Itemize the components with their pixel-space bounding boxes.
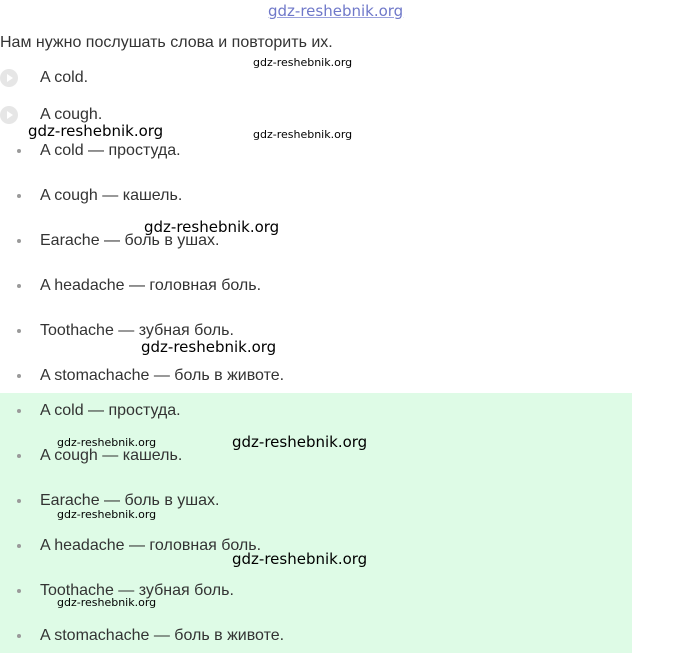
site-watermark: gdz-reshebnik.org: [141, 338, 277, 356]
bullet: [17, 194, 21, 198]
vocab-text: A stomachache — боль в животе.: [40, 367, 285, 384]
vocab-text: A cold — простуда.: [40, 402, 181, 419]
bullet: [17, 589, 21, 593]
audio-item[interactable]: [0, 103, 103, 127]
vocab-text: A cough — кашель.: [40, 447, 183, 464]
site-watermark: gdz-reshebnik.org: [28, 122, 164, 140]
site-watermark: gdz-reshebnik.org: [144, 218, 280, 236]
answer-highlight-block: [0, 393, 632, 653]
bullet: [17, 284, 21, 288]
bullet: [17, 544, 21, 548]
bullet: [17, 239, 21, 243]
audio-label: A cough.: [40, 106, 103, 123]
site-watermark-header: gdz-reshebnik.org: [268, 2, 404, 20]
bullet: [17, 499, 21, 503]
play-icon[interactable]: [0, 69, 18, 87]
bullet: [17, 149, 21, 153]
site-watermark: gdz-reshebnik.org: [57, 436, 157, 449]
bullet: [17, 634, 21, 638]
vocab-text: A headache — головная боль.: [40, 277, 262, 294]
audio-label: A cold.: [40, 69, 89, 86]
play-icon[interactable]: [0, 106, 18, 124]
vocab-text: Toothache — зубная боль.: [40, 322, 234, 339]
bullet: [17, 454, 21, 458]
vocab-text: A cold — простуда.: [40, 142, 181, 159]
site-watermark: gdz-reshebnik.org: [57, 596, 157, 609]
vocab-text: Earache — боль в ушах.: [40, 232, 220, 249]
site-watermark: gdz-reshebnik.org: [232, 433, 368, 451]
site-watermark: gdz-reshebnik.org: [57, 508, 157, 521]
instruction-text: Нам нужно послушать слова и повторить их.: [0, 34, 333, 51]
vocab-text: Toothache — зубная боль.: [40, 582, 234, 599]
bullet: [17, 329, 21, 333]
site-watermark: gdz-reshebnik.org: [232, 550, 368, 568]
site-watermark: gdz-reshebnik.org: [253, 56, 353, 69]
vocab-text: A stomachache — боль в животе.: [40, 627, 285, 644]
audio-item[interactable]: [0, 66, 89, 90]
vocab-text: A headache — головная боль.: [40, 537, 262, 554]
bullet: [17, 409, 21, 413]
vocab-text: Earache — боль в ушах.: [40, 492, 220, 509]
bullet: [17, 374, 21, 378]
site-watermark: gdz-reshebnik.org: [253, 128, 353, 141]
vocab-text: A cough — кашель.: [40, 187, 183, 204]
